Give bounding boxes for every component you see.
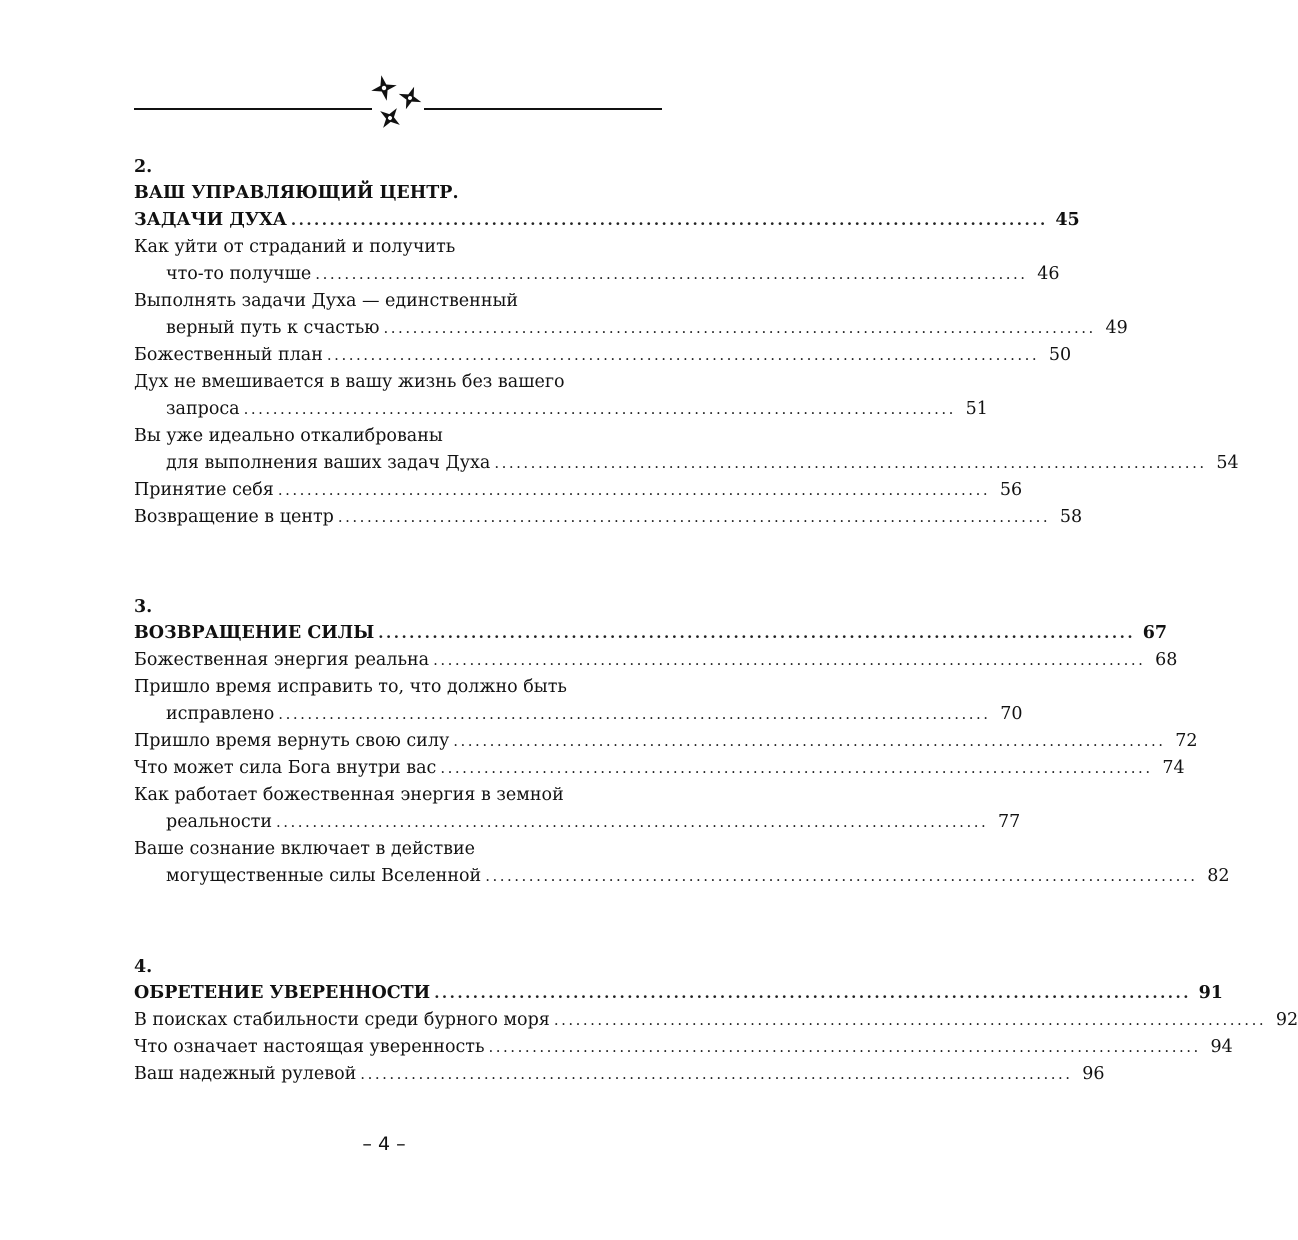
entry-title: Возвращение в центр xyxy=(134,507,334,527)
entry-title: Божественная энергия реальна xyxy=(134,650,430,670)
entry-title: Божественный план xyxy=(134,345,323,365)
entry-title: Как работает божественная энергия в земной xyxy=(134,785,564,805)
page-ref: 67 xyxy=(1142,623,1168,643)
page-ref: 54 xyxy=(1216,453,1239,473)
page-ref: 49 xyxy=(1105,318,1128,338)
page-ref: 56 xyxy=(999,480,1023,500)
section-title: ВОЗВРАЩЕНИЕ СИЛЫ xyxy=(134,623,375,643)
page-ref: 58 xyxy=(1059,507,1083,527)
dot-leader: .................................................................................................. xyxy=(360,1065,1073,1083)
page-ref: 50 xyxy=(1048,345,1072,365)
toc-entry[interactable] xyxy=(134,423,1239,477)
toc-entry[interactable] xyxy=(134,342,1072,369)
entry-title: Принятие себя xyxy=(134,480,274,500)
page-ref: 70 xyxy=(1000,704,1023,724)
entry-title-cont: для выполнения ваших задач Духа xyxy=(166,453,491,473)
section-title: ВАШ УПРАВЛЯЮЩИЙ ЦЕНТР. xyxy=(134,183,459,203)
toc-entry[interactable] xyxy=(134,504,1083,531)
entry-title-cont: исправлено xyxy=(166,704,275,724)
entry-title-cont: что-то получше xyxy=(166,264,312,284)
page-ref: 77 xyxy=(997,812,1021,832)
dot-leader: .................................................................................................. xyxy=(243,400,956,418)
entry-title: Ваш надежный рулевой xyxy=(134,1064,357,1084)
header-ornament xyxy=(134,72,662,142)
page-ref: 45 xyxy=(1055,210,1080,230)
entry-title: Как уйти от страданий и получить xyxy=(134,237,456,257)
toc-entry[interactable] xyxy=(134,728,1198,755)
toc-entry[interactable] xyxy=(134,288,1128,342)
toc-entry[interactable] xyxy=(134,1007,1298,1034)
entry-title-cont: могущественные силы Вселенной xyxy=(166,866,482,886)
header-rule-left xyxy=(134,108,372,110)
page-ref: 94 xyxy=(1210,1037,1233,1057)
dot-leader: .................................................................................................. xyxy=(337,508,1051,526)
entry-title: Пришло время вернуть свою силу xyxy=(134,731,450,751)
page-ref: 51 xyxy=(965,399,988,419)
entry-title: Дух не вмешивается в вашу жизнь без вашего xyxy=(134,372,565,392)
dot-leader: .................................................................................................. xyxy=(488,1038,1201,1056)
page-number: – 4 – xyxy=(362,1133,406,1155)
toc-entry[interactable] xyxy=(134,620,1168,647)
dot-leader: .................................................................................................. xyxy=(290,211,1048,229)
toc-entry[interactable] xyxy=(134,836,1230,890)
dot-leader: .................................................................................................. xyxy=(434,984,1191,1002)
page-ref: 82 xyxy=(1207,866,1230,886)
page-ref: 91 xyxy=(1198,983,1223,1003)
toc-entry[interactable] xyxy=(134,674,1023,728)
entry-title: Ваше сознание включает в действие xyxy=(134,839,476,859)
page-ref: 72 xyxy=(1175,731,1198,751)
toc-entry[interactable] xyxy=(134,369,988,423)
entry-title-cont: запроса xyxy=(166,399,240,419)
toc-entry[interactable] xyxy=(134,980,1223,1007)
dot-leader: .................................................................................................. xyxy=(485,867,1198,885)
dot-leader: .................................................................................................. xyxy=(553,1011,1267,1029)
toc-section-4 xyxy=(134,954,1298,1088)
header-rule-right xyxy=(424,108,662,110)
entry-title: Вы уже идеально откалиброваны xyxy=(134,426,443,446)
dot-leader: .................................................................................................. xyxy=(494,454,1207,472)
entry-title: Что может сила Бога внутри вас xyxy=(134,758,437,778)
entry-title: Пришло время исправить то, что должно быть xyxy=(134,677,567,697)
entry-title: В поисках стабильности среди бурного моря xyxy=(134,1010,550,1030)
dot-leader: .................................................................................................. xyxy=(277,481,991,499)
dot-leader: .................................................................................................. xyxy=(433,651,1146,669)
section-title: ЗАДАЧИ ДУХА xyxy=(134,210,287,230)
dot-leader: .................................................................................................. xyxy=(315,265,1028,283)
entry-title-cont: верный путь к счастью xyxy=(166,318,380,338)
toc-entry[interactable] xyxy=(134,477,1023,504)
toc-entry[interactable] xyxy=(134,647,1178,674)
section-number: 2. xyxy=(134,157,153,177)
page-ref: 92 xyxy=(1275,1010,1298,1030)
toc-entry[interactable] xyxy=(134,755,1185,782)
toc-section-2 xyxy=(134,154,1239,531)
page-ref: 96 xyxy=(1082,1064,1105,1084)
section-number: 4. xyxy=(134,957,153,977)
toc-entry[interactable] xyxy=(134,782,1021,836)
toc-entry[interactable] xyxy=(134,1034,1233,1061)
toc-entry[interactable] xyxy=(134,1061,1105,1088)
dot-leader: .................................................................................................. xyxy=(275,813,989,831)
dot-leader: .................................................................................................. xyxy=(440,759,1153,777)
dot-leader: .................................................................................................. xyxy=(278,705,991,723)
section-title: ОБРЕТЕНИЕ УВЕРЕННОСТИ xyxy=(134,983,431,1003)
page-ref: 68 xyxy=(1155,650,1178,670)
page-ref: 74 xyxy=(1162,758,1185,778)
page-ref: 46 xyxy=(1037,264,1060,284)
dot-leader: .................................................................................................. xyxy=(453,732,1166,750)
entry-title-cont: реальности xyxy=(166,812,272,832)
dot-leader: .................................................................................................. xyxy=(378,624,1136,642)
toc-entry[interactable] xyxy=(134,234,1060,288)
toc-section-3 xyxy=(134,594,1230,890)
dot-leader: .................................................................................................. xyxy=(383,319,1096,337)
entry-title: Выполнять задачи Духа — единственный xyxy=(134,291,519,311)
entry-title: Что означает настоящая уверенность xyxy=(134,1037,485,1057)
toc-entry[interactable] xyxy=(134,207,1080,234)
dot-leader: .................................................................................................. xyxy=(326,346,1040,364)
stars-ornament-icon xyxy=(370,72,426,136)
section-number: 3. xyxy=(134,597,153,617)
